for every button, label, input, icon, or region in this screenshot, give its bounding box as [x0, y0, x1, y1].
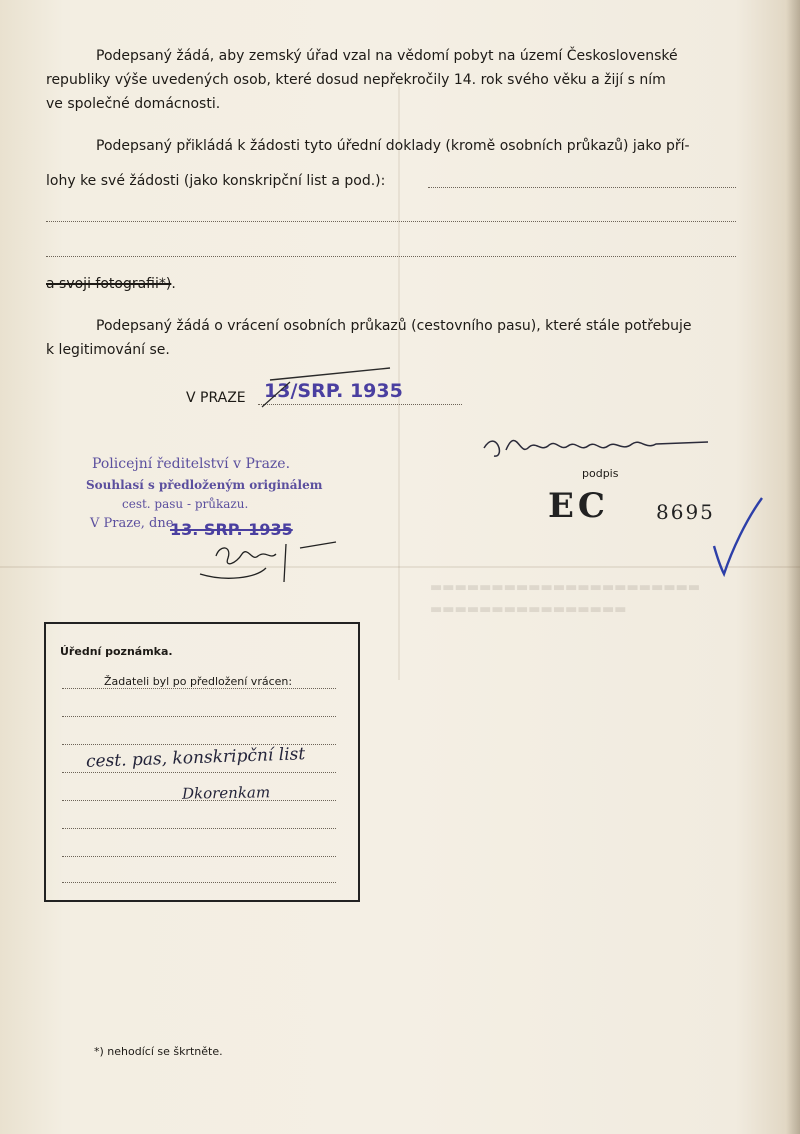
officer-signature	[196, 538, 346, 588]
note-fill-line	[62, 856, 336, 857]
paragraph-1-line-3: ve společné domácnosti.	[46, 96, 221, 112]
paragraph-3-line-2: k legitimování se.	[46, 342, 170, 358]
place-label: V PRAZE	[186, 390, 246, 406]
struck-through-text: a svoji fotografii*).	[46, 276, 176, 292]
footnote: *) nehodící se škrtněte.	[94, 1045, 223, 1058]
police-stamp-line-2: Souhlasí s předloženým originálem	[86, 478, 323, 492]
signature-caption: podpis	[582, 467, 619, 480]
handwritten-note-line-1: cest. pas, konskripční list	[85, 744, 306, 772]
fold-crease-horizontal	[0, 566, 800, 568]
official-note-box	[44, 622, 360, 902]
police-stamp-date: 13. SRP. 1935	[170, 520, 293, 539]
check-mark	[708, 494, 768, 580]
handwritten-note-line-2: Dkorenkam	[181, 783, 271, 803]
show-through-text: ▬▬▬▬▬▬▬▬▬▬▬▬▬▬▬▬	[430, 602, 627, 617]
official-note-subtitle: Žadateli byl po předložení vrácen:	[104, 675, 293, 688]
handwritten-signature	[476, 418, 716, 468]
attachment-fill-line	[46, 221, 736, 222]
registration-letters: EC	[548, 486, 609, 526]
date-stamp: 13/SRP. 1935	[264, 380, 403, 402]
note-fill-line	[62, 828, 336, 829]
show-through-text: ▬▬▬▬▬▬▬▬▬▬▬▬▬▬▬▬▬▬▬▬▬▬	[430, 580, 701, 595]
note-fill-line	[62, 882, 336, 883]
police-stamp-line-1: Policejní ředitelství v Praze.	[92, 456, 291, 472]
attachment-fill-line	[428, 187, 736, 188]
paragraph-3-line-1: Podepsaný žádá o vrácení osobních průkazů (cestovního pasu), které stále potřebuje	[96, 318, 692, 334]
registration-number: 8695	[656, 500, 715, 524]
note-fill-line	[62, 716, 336, 717]
note-fill-line	[62, 688, 336, 689]
attachment-fill-line	[46, 256, 736, 257]
pen-stroke-mark	[250, 362, 410, 412]
paragraph-1-line-2: republiky výše uvedených osob, které dosud nepřekročily 14. rok svého věku a žijí s ním	[46, 72, 666, 88]
paragraph-2-line-1: Podepsaný přikládá k žádosti tyto úřední doklady (kromě osobních průkazů) jako pří-	[96, 138, 690, 154]
police-stamp-line-4: V Praze, dne	[90, 516, 174, 531]
police-stamp-line-3: cest. pasu - průkazu.	[122, 497, 249, 511]
paragraph-2-line-2: lohy ke své žádosti (jako konskripční list a pod.):	[46, 173, 386, 189]
official-note-title: Úřední poznámka.	[60, 645, 173, 658]
paragraph-1-line-1: Podepsaný žádá, aby zemský úřad vzal na vědomí pobyt na území Československé	[96, 48, 678, 64]
note-fill-line	[62, 772, 336, 773]
